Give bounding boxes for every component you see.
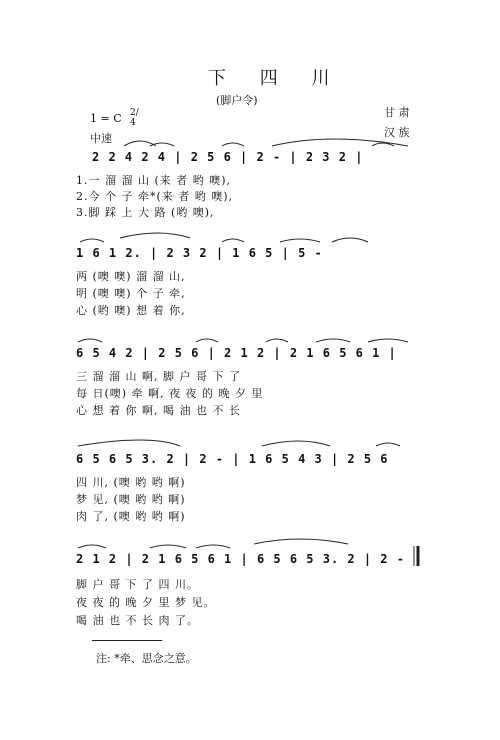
lyric-line-2: 每 日(噢) 牵 啊, 夜 夜 的 晚 夕 里 xyxy=(76,387,264,400)
lyric-line-2: 明 (噢 噢) 个 子 牵, xyxy=(76,287,186,300)
lyric-line-1: 脚 户 哥 下 了 四 川。 xyxy=(76,578,199,591)
region-ethnicity: 汉 族 xyxy=(384,126,410,139)
notation-line: 6 5 4 2 | 2 5 6 | 2 1 2 | 2 1 6 5 6 1 | xyxy=(76,346,397,360)
lyric-line-1: 两 (噢 噢) 溜 溜 山, xyxy=(76,270,186,283)
lyric-line-2: 2.今 个 子 牵*(来 者 哟 噢), xyxy=(76,190,234,203)
key-signature: 1 = C xyxy=(90,112,122,125)
time-signature: 2/4 xyxy=(130,108,139,128)
lyric-line-1: 四 川, (噢 哟 哟 啊) xyxy=(76,476,186,489)
song-subtitle: (脚户令) xyxy=(216,94,258,107)
notation-line: 1 6 1 2. | 2 3 2 | 1 6 5 | 5 - xyxy=(76,246,323,260)
lyric-line-3: 肉 了, (噢 哟 哟 啊) xyxy=(76,510,186,523)
footnote: 注: *牵、思念之意。 xyxy=(96,652,197,665)
lyric-line-3: 喝 油 也 不 长 肉 了。 xyxy=(76,614,199,627)
lyric-line-2: 梦 见, (噢 哟 哟 啊) xyxy=(76,493,186,506)
footnote-divider xyxy=(92,640,162,641)
lyric-line-3: 心 (哟 噢) 想 着 你, xyxy=(76,304,186,317)
lyric-line-3: 3.脚 踩 上 大 路 (哟 噢), xyxy=(76,206,215,219)
song-title: 下 四 川 xyxy=(208,68,344,89)
lyric-line-1: 三 溜 溜 山 啊, 脚 户 哥 下 了 xyxy=(76,370,241,383)
region-province: 甘 肃 xyxy=(384,106,410,119)
tempo-marking: 中速 xyxy=(90,132,112,145)
notation-line: 2 2 4 2 4 | 2 5 6 | 2 - | 2 3 2 | xyxy=(92,150,364,164)
lyric-line-2: 夜 夜 的 晚 夕 里 梦 见。 xyxy=(76,596,216,609)
notation-line: 6 5 6 5 3. 2 | 2 - | 1 6 5 4 3 | 2 5 6 xyxy=(76,452,389,466)
lyric-line-1: 1.一 溜 溜 山 (来 者 哟 噢), xyxy=(76,174,232,187)
notation-line: 2 1 2 | 2 1 6 5 6 1 | 6 5 6 5 3. 2 | 2 - xyxy=(76,552,405,566)
lyric-line-3: 心 想 着 你 啊, 喝 油 也 不 长 xyxy=(76,404,241,417)
